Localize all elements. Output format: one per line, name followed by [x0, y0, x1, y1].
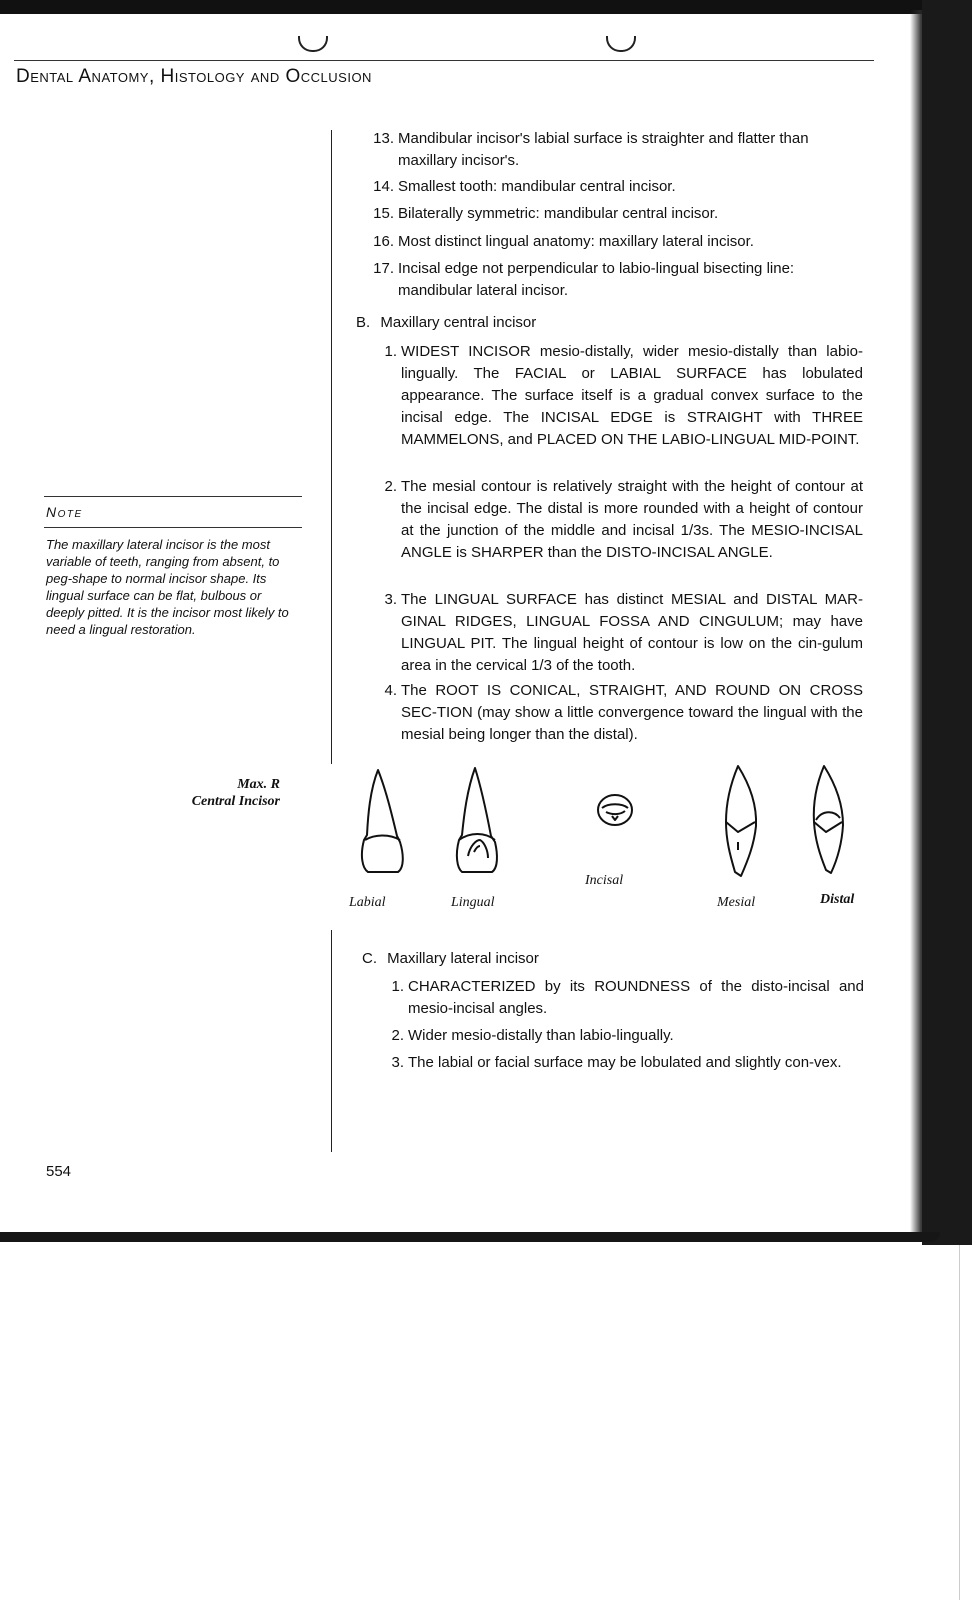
section-heading-b: [356, 312, 856, 334]
figure-caption-line: Central Incisor: [191, 794, 280, 809]
list-item: [371, 476, 863, 564]
scan-right-edge: [922, 0, 972, 1245]
list-item: [368, 176, 860, 198]
list-item-number: 1.: [391, 978, 404, 995]
list-item-number: 1.: [384, 343, 397, 360]
list-item-text: Bilaterally symmetric: mandibular central incisor.: [398, 205, 719, 222]
distal-label: Distal: [820, 892, 855, 907]
list-item-number: 13.: [373, 130, 394, 147]
note-body: The maxillary lateral incisor is the most variable of teeth, ranging from absent, to peg-shape to normal incisor shape. Its lingual surface can be flat, bulbous or deeply pitted. It is the incisor most likely to need a lingual restoration.: [46, 537, 289, 637]
incisal-view-drawing: [598, 795, 632, 825]
distal-view-drawing: [814, 766, 843, 873]
list-item-text: The ROOT IS CONICAL, STRAIGHT, AND ROUND ON CROSS SEC-TION (may show a little convergence toward the lingual with the mesial being longer than the distal).: [401, 682, 863, 743]
list-item-text: WIDEST INCISOR mesio-distally, wider mesio-distally than labio-lingually. The FACIAL or LABIAL SURFACE has lobulated appearance. The surface itself is a gradual convex surface to the incisal edge. The INCISAL EDGE is STRAIGHT with THREE MAMMELONS, and PLACED ON THE LABIO-LINGUAL MID-POINT.: [401, 343, 863, 448]
list-item-text: The mesial contour is relatively straight with the height of contour at the incisal edge. The distal is more rounded with a height of contour at the junction of the middle and incisal 1/3s. The MESIO-INCISAL ANGLE is SHARPER than the DISTO-INCISAL ANGLE.: [401, 478, 863, 561]
incisal-label: Incisal: [585, 873, 624, 888]
column-divider: [331, 130, 332, 764]
labial-label: Labial: [349, 895, 386, 910]
note-rule: [44, 527, 302, 528]
list-item-number: 4.: [384, 682, 397, 699]
list-item-number: 3.: [384, 591, 397, 608]
list-item: [378, 1052, 864, 1074]
column-divider: [331, 930, 332, 1152]
binder-hole-mark: [298, 36, 328, 52]
lingual-label: Lingual: [451, 895, 495, 910]
binder-hole-mark: [606, 36, 636, 52]
list-item: [371, 680, 863, 746]
list-item-number: 2.: [391, 1027, 404, 1044]
list-item-text: Incisal edge not perpendicular to labio-lingual bisecting line: mandibular lateral incisor.: [398, 260, 795, 299]
labial-view-drawing: [362, 770, 403, 872]
list-item-text: The labial or facial surface may be lobulated and slightly con-vex.: [408, 1054, 842, 1071]
scan-bottom-edge: [0, 1232, 940, 1242]
mesial-view-drawing: [726, 766, 756, 876]
list-item-number: 14.: [373, 178, 394, 195]
scan-margin-line: [959, 1245, 960, 1600]
list-item: [378, 1025, 864, 1047]
list-item: [368, 258, 860, 302]
list-item-text: Mandibular incisor's labial surface is straighter and flatter than maxillary incisor's.: [398, 130, 809, 169]
header-rule: [14, 60, 874, 61]
section-heading-text: Maxillary lateral incisor: [387, 950, 539, 967]
note-heading: Note: [46, 504, 83, 520]
list-item-number: 2.: [384, 478, 397, 495]
list-item-text: Wider mesio-distally than labio-lingually.: [408, 1027, 674, 1044]
list-item: [378, 976, 864, 1020]
list-item-number: 3.: [391, 1054, 404, 1071]
list-item-text: Smallest tooth: mandibular central incisor.: [398, 178, 676, 195]
running-header-title: Dental Anatomy, Histology and Occlusion: [16, 66, 372, 87]
lingual-view-drawing: [457, 768, 497, 872]
list-item: [368, 231, 860, 253]
list-item-number: 17.: [373, 260, 394, 277]
section-heading-c: [362, 948, 862, 970]
list-item-number: 15.: [373, 205, 394, 222]
list-item: [371, 341, 863, 451]
list-item: [371, 589, 863, 677]
figure-caption: [150, 776, 280, 810]
section-letter: B.: [356, 314, 371, 331]
list-item: [368, 128, 860, 172]
list-item: [368, 203, 860, 225]
list-item-text: Most distinct lingual anatomy: maxillary lateral incisor.: [398, 233, 754, 250]
section-letter: C.: [362, 950, 377, 967]
mesial-label: Mesial: [717, 895, 756, 910]
figure-caption-line: Max. R: [237, 777, 280, 792]
scan-top-edge: [0, 0, 972, 14]
note-rule: [44, 496, 302, 497]
page-number: 554: [46, 1163, 72, 1180]
list-item-text: CHARACTERIZED by its ROUNDNESS of the disto-incisal and mesio-incisal angles.: [408, 978, 864, 1017]
list-item-text: The LINGUAL SURFACE has distinct MESIAL and DISTAL MAR-GINAL RIDGES, LINGUAL FOSSA AND CINGULUM; may have LINGUAL PIT. The lingual height of contour is low on the cin-gulum area in the cervical 1/3 of the tooth.: [401, 591, 863, 674]
list-item-number: 16.: [373, 233, 394, 250]
section-heading-text: Maxillary central incisor: [380, 314, 537, 331]
